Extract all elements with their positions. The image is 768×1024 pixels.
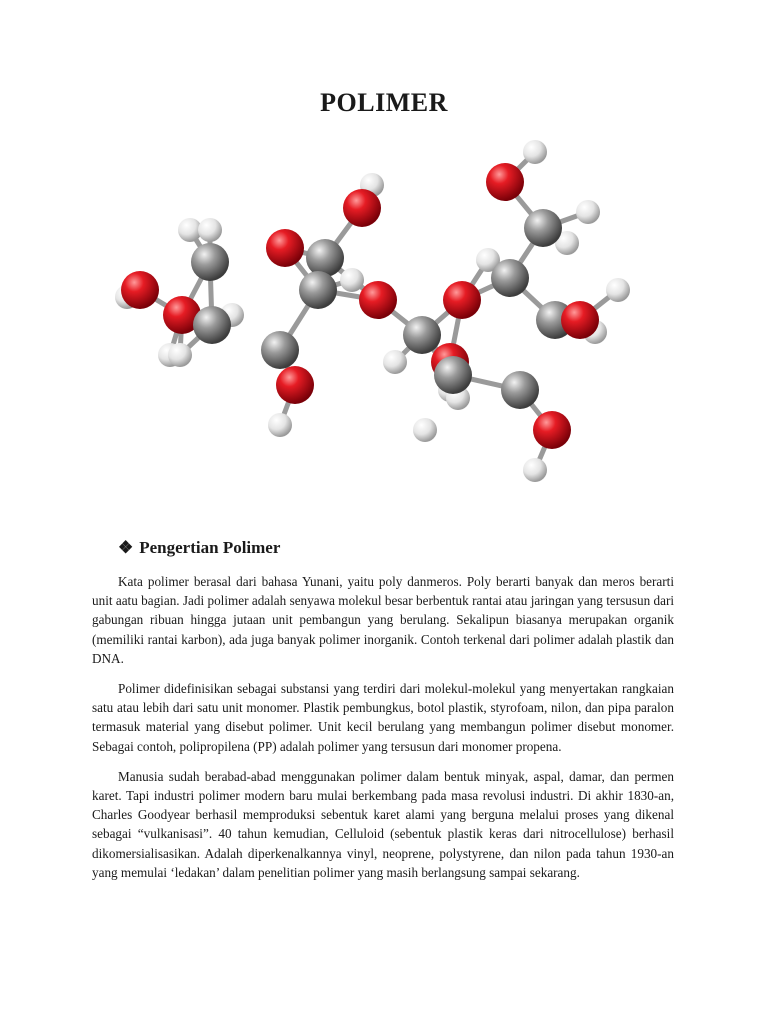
molecule-illustration: [100, 130, 660, 490]
section-heading: [118, 538, 280, 558]
hydrogen-atom: [383, 350, 407, 374]
diamond-bullet-icon: ❖: [118, 538, 134, 557]
hydrogen-atom: [198, 218, 222, 242]
carbon-atom: [501, 371, 539, 409]
oxygen-atom: [121, 271, 159, 309]
oxygen-atom: [276, 366, 314, 404]
carbon-atom: [524, 209, 562, 247]
paragraph-3: Manusia sudah berabad-abad menggunakan polimer dalam bentuk minyak, aspal, damar, dan permen karet. Tapi industri polimer modern baru mulai berkembang pada masa revolusi industri. Di akhir 1830-an, Charles Goodyear berhasil memproduksi sebentuk karet alami yang berguna melalui proses yang dikenal sebagai “vulkanisasi”. 40 tahun kemudian, Celluloid (sebentuk plastik keras dari nitrocellulose) berhasil dikomersialisasikan. Adalah diperkenalkannya vinyl, neoprene, polystyrene, dan nilon pada tahun 1930-an yang memulai ‘ledakan’ dalam penelitian polimer yang masih berlangsung sampai sekarang.: [92, 768, 674, 880]
oxygen-atom: [266, 229, 304, 267]
section-heading-text: Pengertian Polimer: [139, 538, 281, 557]
carbon-atom: [403, 316, 441, 354]
body-text: [92, 572, 674, 893]
oxygen-atom: [486, 163, 524, 201]
page-title: POLIMER: [320, 88, 448, 117]
carbon-atom: [191, 243, 229, 281]
hydrogen-atom: [576, 200, 600, 224]
oxygen-atom: [443, 281, 481, 319]
hydrogen-atom: [523, 140, 547, 164]
carbon-atom: [306, 239, 344, 277]
carbon-atom: [491, 259, 529, 297]
hydrogen-atom: [523, 458, 547, 482]
carbon-atom: [261, 331, 299, 369]
oxygen-atom: [343, 189, 381, 227]
hydrogen-atom: [340, 268, 364, 292]
oxygen-atom: [561, 301, 599, 339]
hydrogen-atom: [168, 343, 192, 367]
hydrogen-atom: [268, 413, 292, 437]
carbon-atom: [299, 271, 337, 309]
paragraph-1: Kata polimer berasal dari bahasa Yunani, yaitu poly danmeros. Poly berarti banyak dan meros berarti unit aatu bagian. Jadi polimer adalah senyawa molekul besar berbentuk rantai atau jaringan yang tersusun dari gabungan ribuan hingga jutaan unit pembangun yang berulang. Sekalipun biasanya merupakan organik (memiliki rantai karbon), ada juga banyak polimer inorganik. Contoh terkenal dari polimer adalah plastik dan DNA.: [92, 574, 674, 666]
hydrogen-atom: [606, 278, 630, 302]
oxygen-atom: [359, 281, 397, 319]
hydrogen-atom: [413, 418, 437, 442]
paragraph-2: Polimer didefinisikan sebagai substansi yang terdiri dari molekul-molekul yang menyertakan rangkaian satu atau lebih dari satu unit monomer. Plastik pembungkus, botol plastik, styrofoam, nilon, dan pipa paralon termasuk material yang disebut polimer. Unit kecil berulang yang membangun polimer disebut monomer. Sebagai contoh, polipropilena (PP) adalah polimer yang tersusun dari monomer propena.: [92, 681, 674, 754]
atom-group: [115, 140, 630, 482]
carbon-atom: [193, 306, 231, 344]
carbon-atom: [434, 356, 472, 394]
oxygen-atom: [533, 411, 571, 449]
